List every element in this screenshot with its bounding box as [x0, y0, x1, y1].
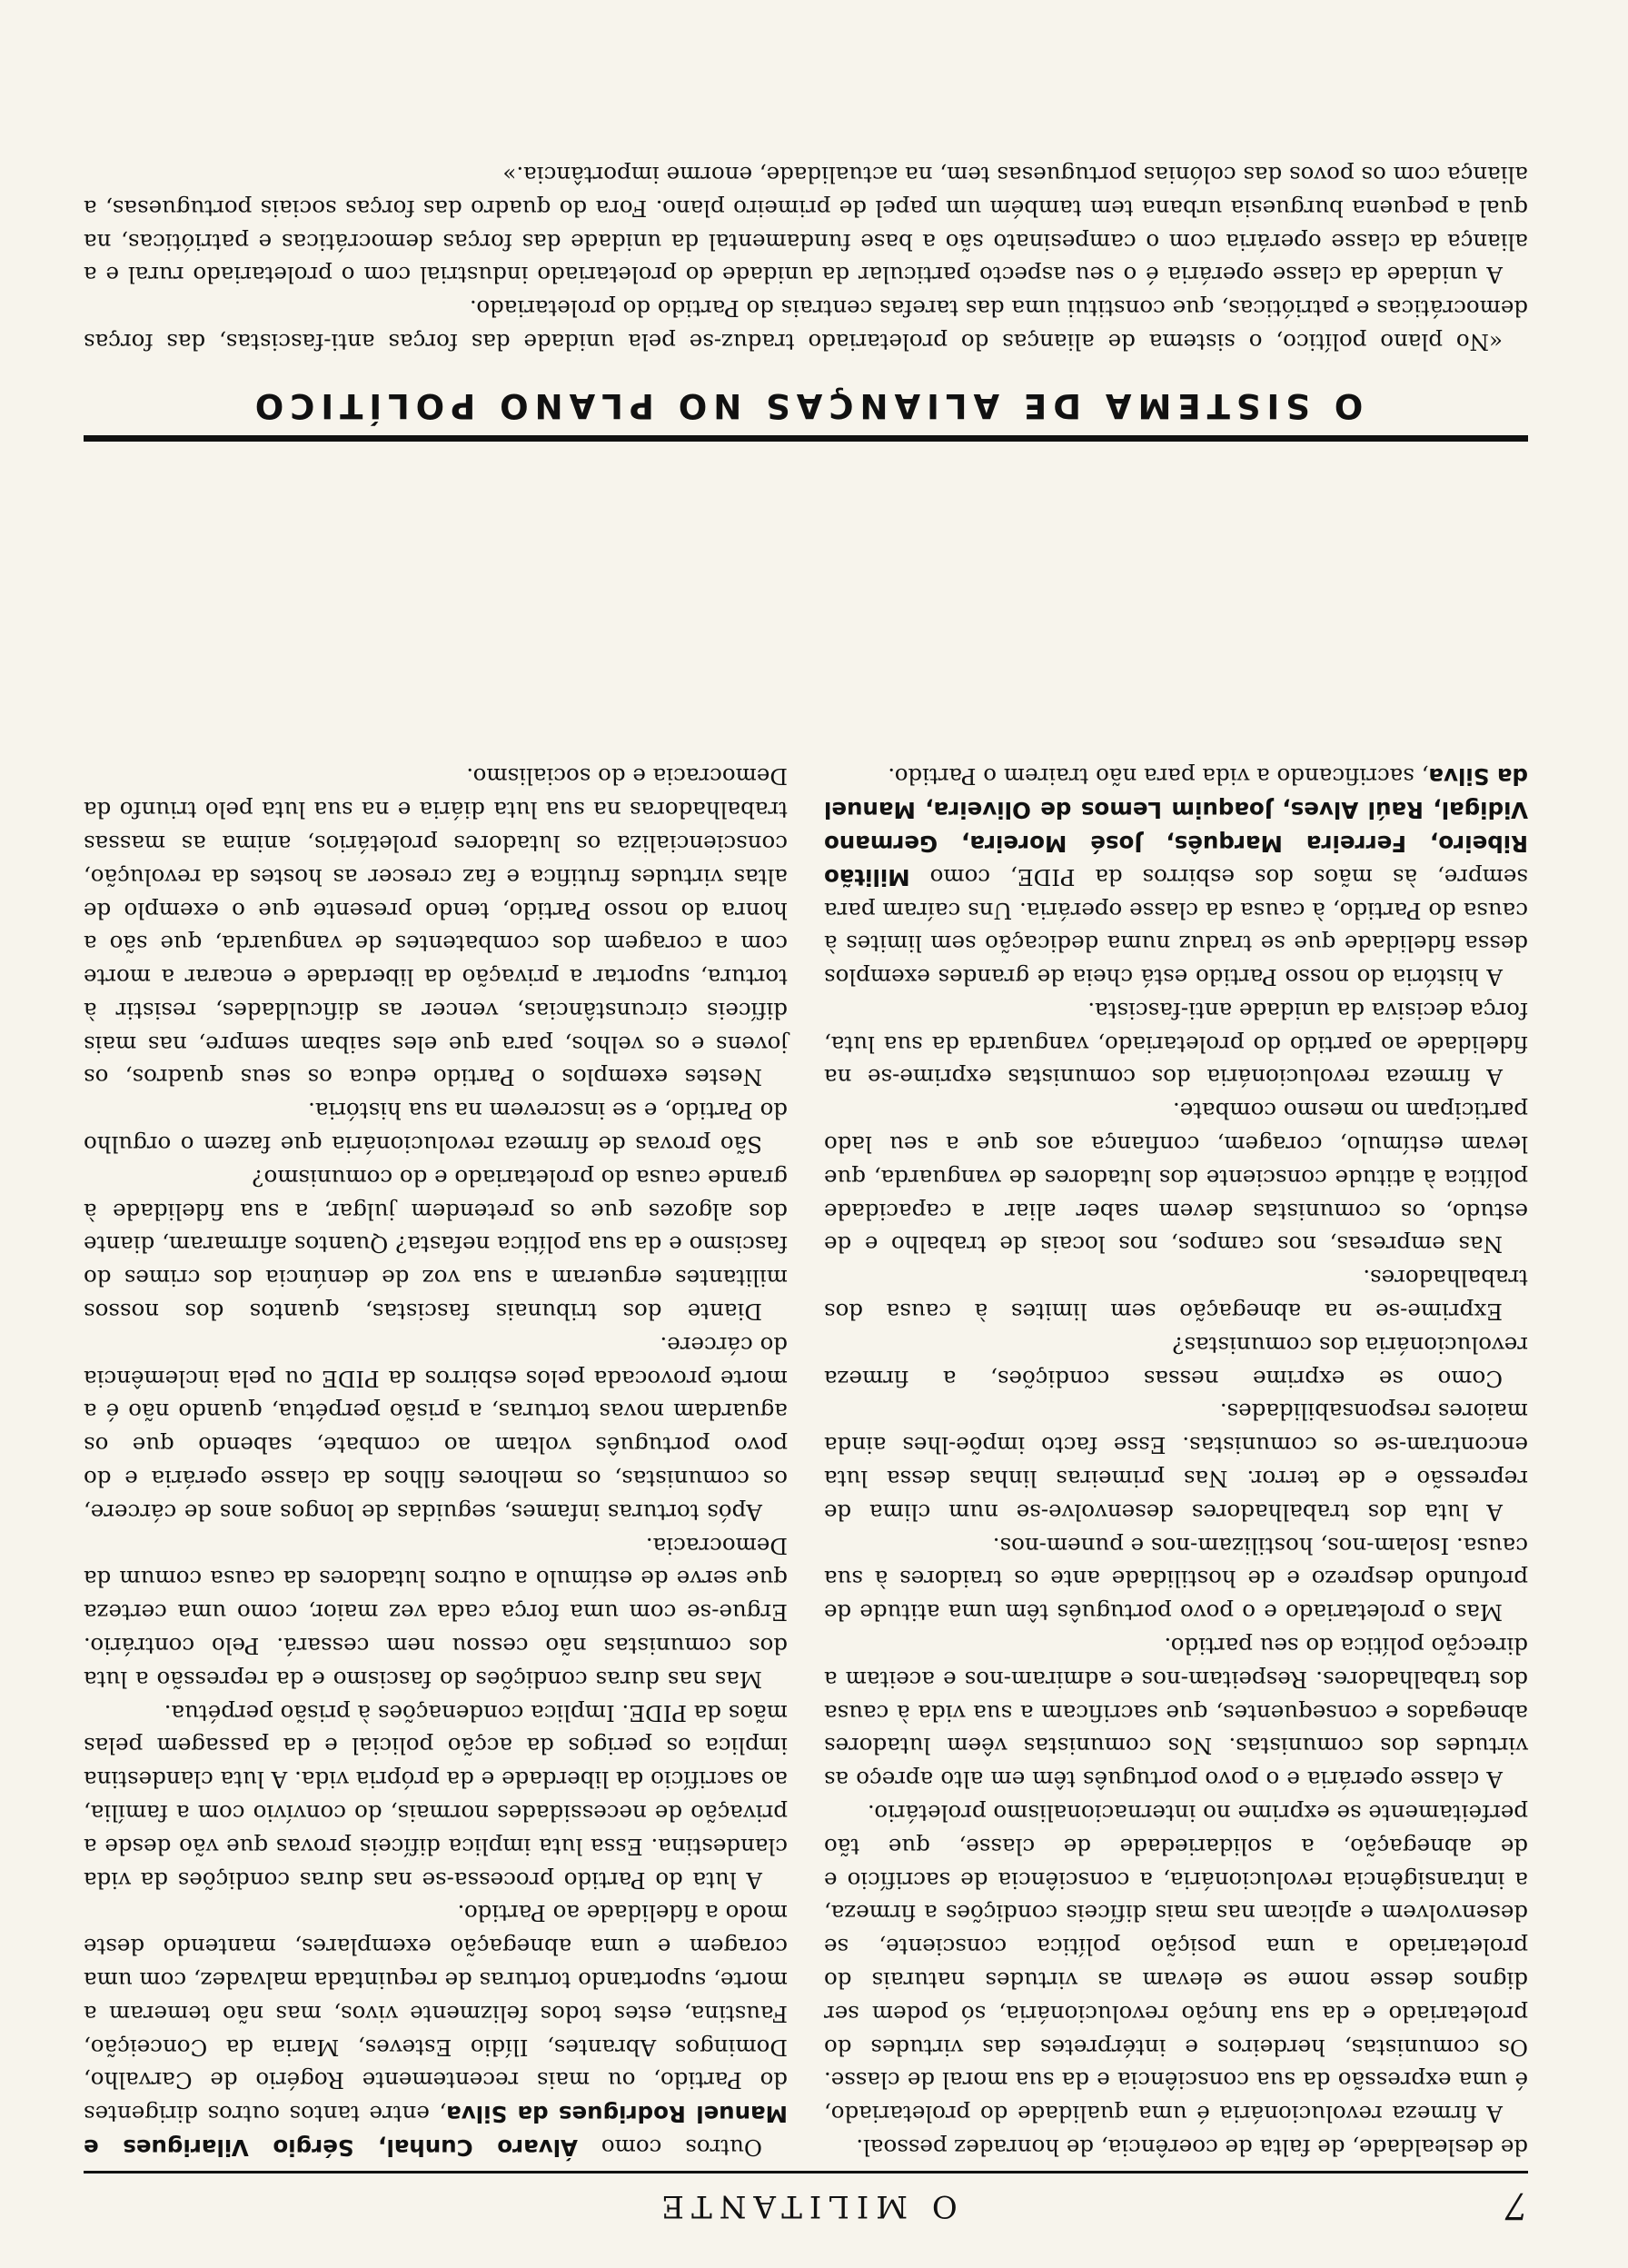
- paragraph: A classe operária e o povo português têm em alto apreço as virtudes dos comunistas. Nos comunistas vêem lutadores abnegados e consequentes, que sacrificam a sua vida à causa dos trabalhadores. Respeitam-nos e admiram-nos e aceitam a direcção política do seu partido.: [824, 1633, 1528, 1794]
- paragraph-with-names: A história do nosso Partido está cheia de grandes exemplos dessa fidelidade que se traduz numa dedicação sem limites à causa do Partido, à causa da classe operária. Uns caíram para sempre, às mãos dos esbirros da PIDE, como Militão Ribeiro, Ferreira Marquês, José Moreira, Germano Vidigal, Raúl Alves, Joaquim Lemos de Oliveira, Manuel da Silva, sacrificando a vida para não trairem o Partido.: [824, 763, 1528, 991]
- militant-names: Militão Ribeiro, Ferreira Marquês, José Moreira, Germano Vidigal, Raúl Alves, Joaquim Lemos de Oliveira, Manuel da Silva: [824, 763, 1528, 890]
- paragraph: Exprime-se na abnegação sem limites à causa dos trabalhadores.: [824, 1265, 1528, 1326]
- page-number: 7: [1504, 2184, 1528, 2226]
- paragraph: Após torturas infames, seguidas de longos anos de cárcere, os comunistas, os melhores filhos da classe operária e do povo português voltam ao combate, sabendo que os aguardam novas torturas, a prisão perpétua, quando não é a morte provocada pelos esbirros da PIDE ou pela inclemência do cárcere.: [84, 1331, 788, 1526]
- section-body: [84, 157, 1528, 358]
- masthead-title: O MILITANTE: [654, 2188, 958, 2224]
- paragraph: de deslealdade, de falta de coerência, de honradez pessoal.: [856, 2134, 1528, 2161]
- paragraph: A unidade da classe operária é o seu aspecto particular da unidade do proletariado industrial com o proletariado rural e a aliança da classe operária com o campesinato são a base fundamental da unidade das forças democráticas e patrióticas, na qual a pequena burguesia urbana tem também um papel de primeiro plano. Fora do quadro das forças sociais portuguesas, a aliança com os povos das colónias portuguesas tem, na actualidade, enorme importância.»: [84, 162, 1528, 289]
- paragraph: Nas empresas, nos campos, nos locais de trabalho e de estudo, os comunistas devem saber aliar a capacidade política à atitude consciente dos lutadores de vanguarda, que levam estímulo, coragem, confiança aos que a seu lado participam no mesmo combate.: [824, 1098, 1528, 1258]
- section-heading: O SISTEMA DE ALIANÇAS NO PLANO POLÍTICO: [248, 386, 1364, 425]
- section-divider: [84, 435, 1528, 442]
- paragraph: Como se exprime nessas condições, a firmeza revolucionária dos comunistas?: [824, 1331, 1528, 1392]
- paragraph: A luta do Partido processa-se nas duras condições da vida clandestina. Essa luta implica difíceis provas que vão desde a privação de necessidades normais, do convívio com a família, ao sacrifício da liberdade e da própria vida. A luta clandestina implica os perigos da acção policial e da passagem pelas mãos da PIDE. Implica condenações à prisão perpétua.: [84, 1699, 788, 1894]
- paragraph: Mas o proletariado e o povo português têm uma atitude de profundo desprezo e de hostilidade ante os traidores à sua causa. Isolam-nos, hostilizam-nos e punem-nos.: [824, 1532, 1528, 1626]
- article-column-right: [84, 564, 788, 2164]
- paragraph: São provas de firmeza revolucionária que fazem o orgulho do Partido, e se inscrevem na sua história.: [84, 1098, 788, 1159]
- header-rule: [84, 2171, 1528, 2174]
- paragraph: Nestes exemplos o Partido educa os seus quadros, os jovens e os velhos, para que eles saibam sempre, nas mais difíceis circunstâncias, vencer as dificuldades, resistir à tortura, suportar a privação da liberdade e encarar a morte com a coragem dos combatentes de vanguarda, que são a honra do nosso Partido, tendo presente que o exemplo de altas virtudes frutifica e faz crescer as hostes da revolução, consciencializa os lutadores proletários, anima as massas trabalhadoras na sua luta diária e na sua luta pelo triunfo da Democracia e do socialismo.: [84, 763, 788, 1091]
- militant-names: Álvaro Cunhal, Sérgio Vilarigues e Manuel Rodrigues da Silva: [84, 2101, 788, 2161]
- paragraph: A firmeza revolucionária é uma qualidade do proletariado, é uma expressão da sua consciência e da sua moral de classe. Os comunistas, herdeiros e intérpretes das virtudes do proletariado e da sua função revolucionária, só podem ser dignos desse nome se elevam as virtudes naturais do proletariado a uma posição política consciente, se desenvolvem e aplicam nas mais difíceis condições a firmeza, a intransigência revolucionária, a consciência de sacrifício e de abnegação, a solidariedade de classe, que tão perfeitamente se exprime no internacionalismo proletário.: [824, 1800, 1528, 2128]
- paragraph: «No plano político, o sistema de alianças do proletariado traduz-se pela unidade das forças anti-fascistas, das forças democráticas e patrióticas, que constitui uma das tarefas centrais do Partido do proletariado.: [84, 295, 1528, 355]
- paragraph: A firmeza revolucionária dos comunistas exprime-se na fidelidade ao partido do proletariado, vanguarda da sua luta, força decisiva da unidade anti-fascista.: [824, 997, 1528, 1091]
- paragraph: Diante dos tribunais fascistas, quantos dos nossos militantes ergueram a sua voz de denúncia dos crimes do fascismo e da sua política nefasta? Quantos afirmaram, diante dos algozes que os pretendem julgar, a sua fidelidade à grande causa do proletariado e do comunismo?: [84, 1164, 788, 1326]
- paragraph: A luta dos trabalhadores desenvolve-se num clima de repressão e de terror. Nas primeiras linhas dessa luta encontram-se os comunistas. Esse facto impõe-lhes ainda maiores responsabilidades.: [824, 1398, 1528, 1526]
- paragraph: Mas nas duras condições do fascismo e da repressão a luta dos comunistas não cessou nem cessará. Pelo contrário. Ergue-se com uma força cada vez maior, como uma certeza que serve de estímulo a outros lutadores da causa comum da Democracia.: [84, 1532, 788, 1693]
- paragraph-with-names: Outros como Álvaro Cunhal, Sérgio Vilarigues e Manuel Rodrigues da Silva, entre tantos outros dirigentes do Partido, ou mais recentemente Rogério de Carvalho, Domingos Abrantes, Ilídio Esteves, Maria da Conceição, Faustina, estes todos felizmente vivos, mas não temeram a morte, suportando torturas de requintada malvadez, com uma coragem e uma abnegação exemplares, mantendo deste modo a fidelidade ao Partido.: [84, 1900, 788, 2161]
- article-column-left: [824, 564, 1528, 2164]
- page-header: [84, 2175, 1528, 2230]
